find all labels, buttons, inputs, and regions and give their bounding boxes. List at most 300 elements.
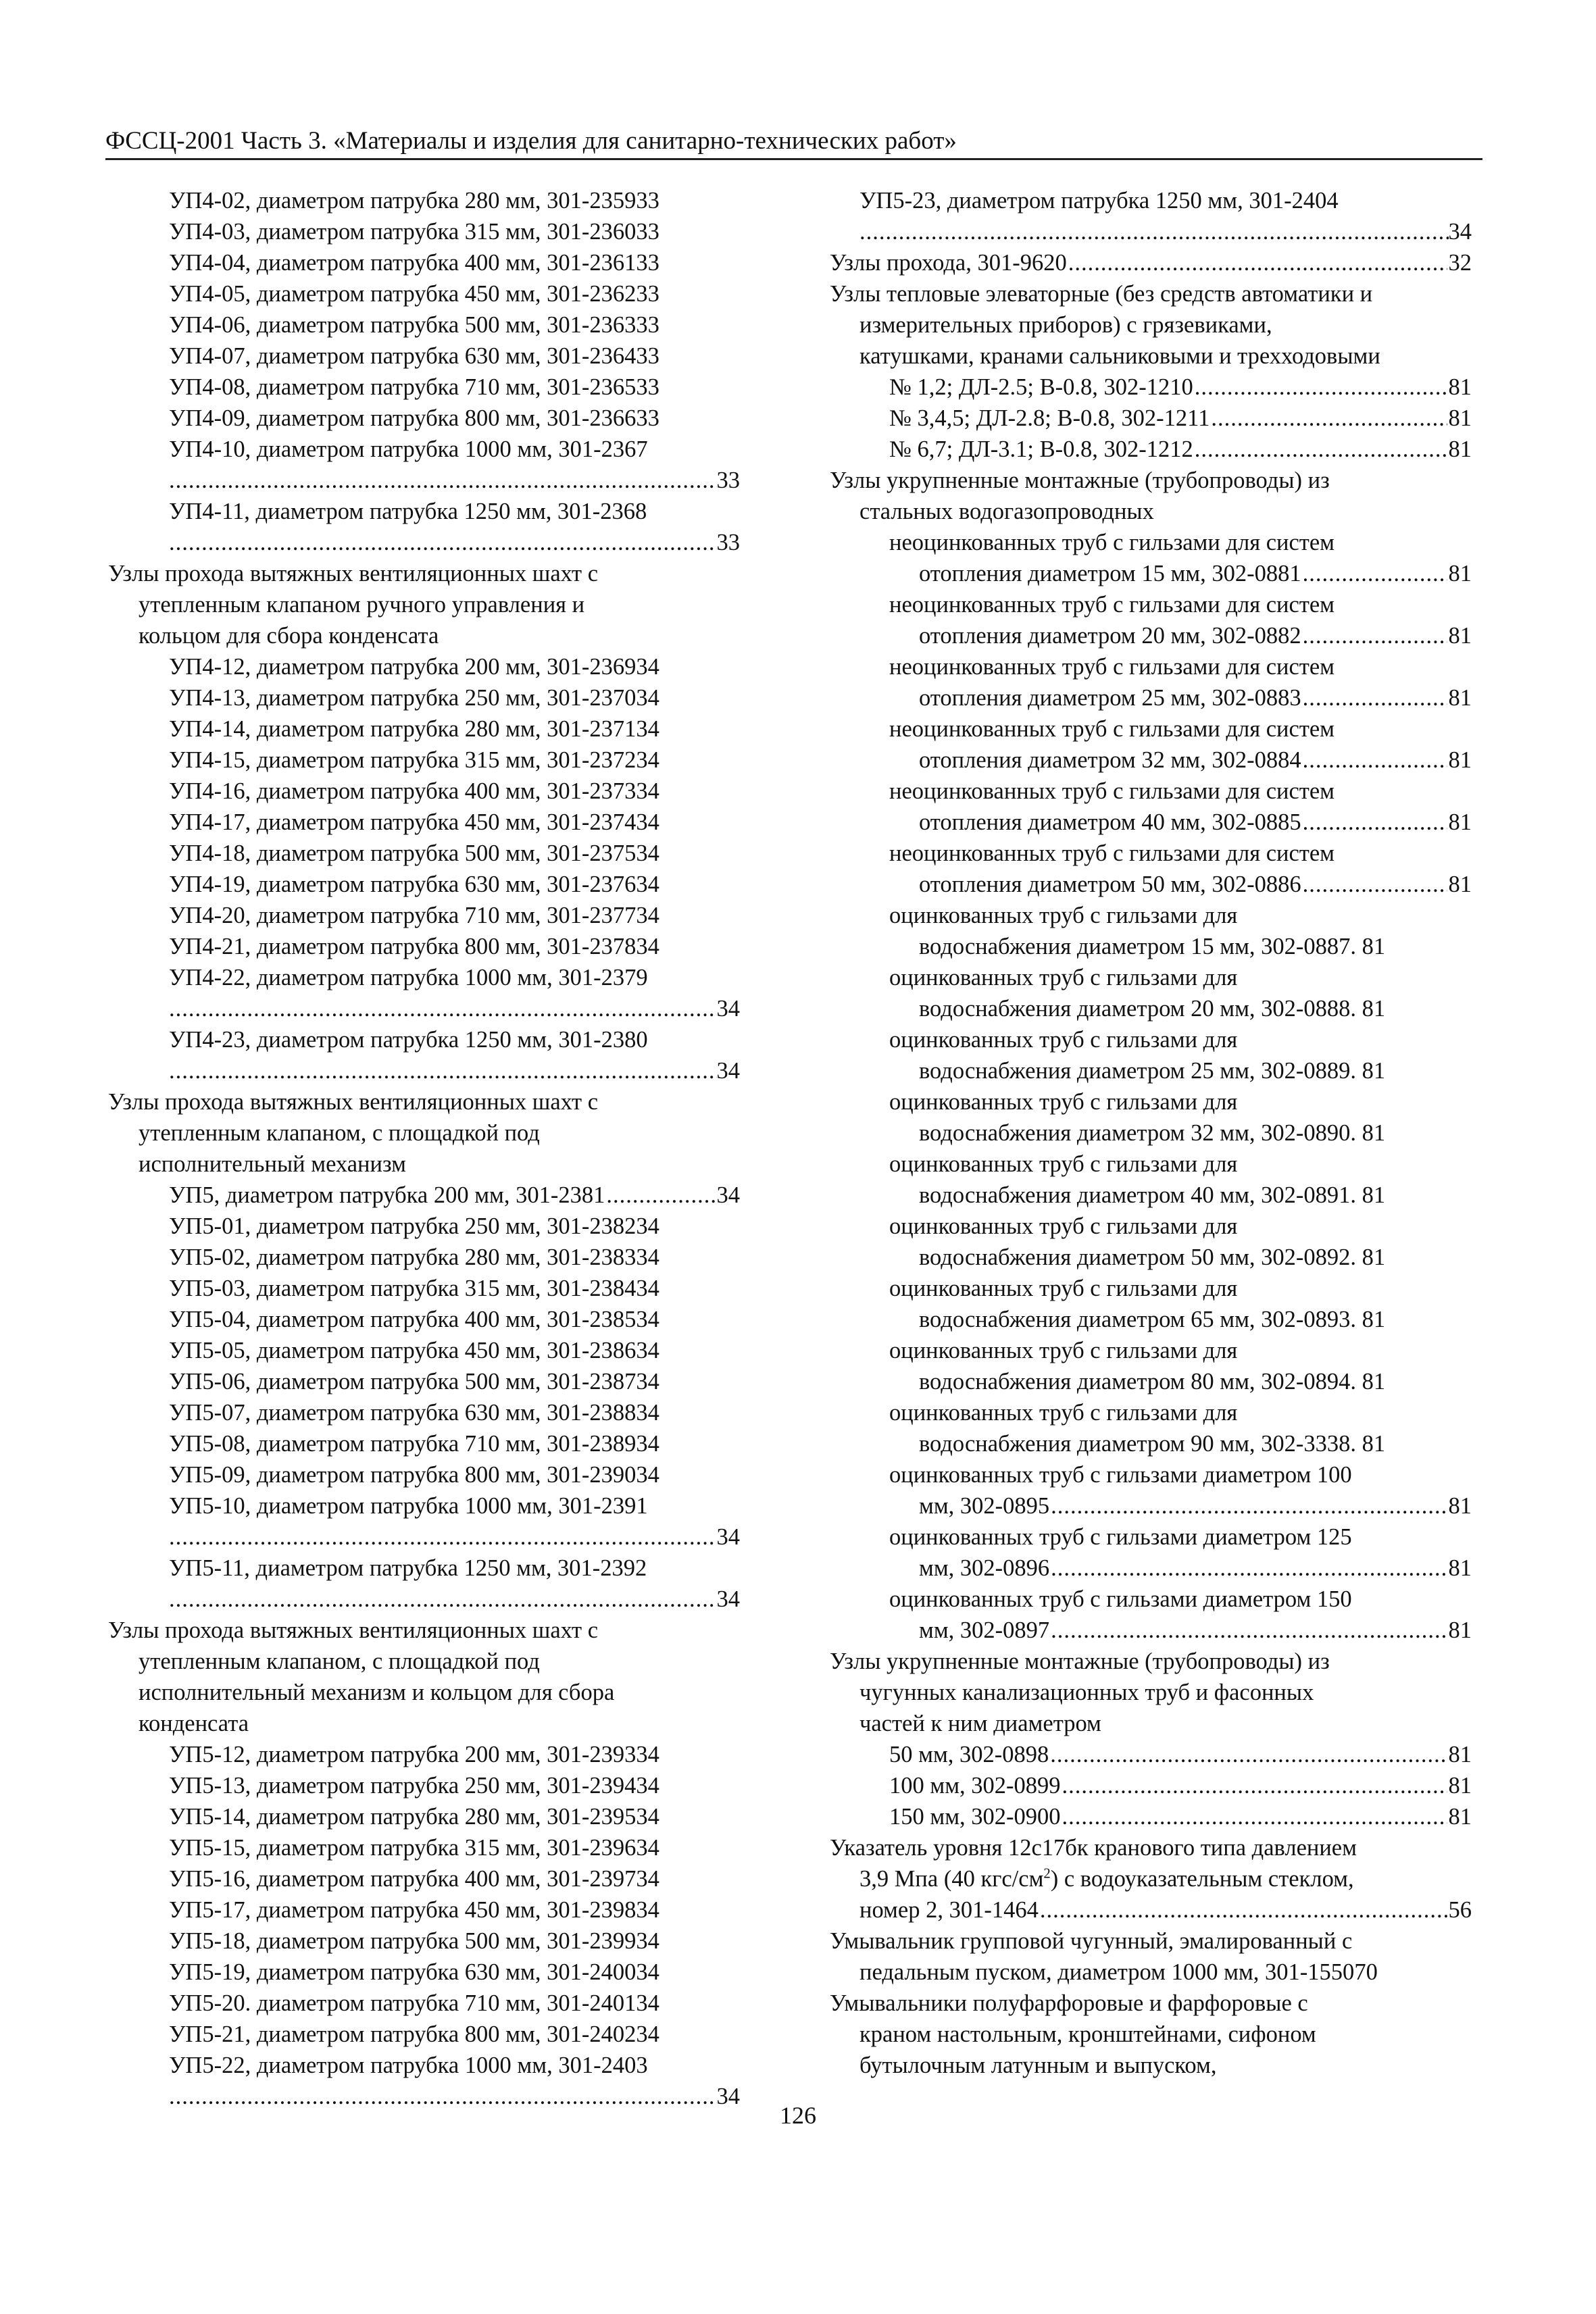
dot-leader [1051,1490,1447,1521]
index-entry [108,900,740,931]
dot-leader [1051,1615,1447,1646]
page-ref: 81 [1362,1307,1386,1332]
page-ref: 81 [1448,872,1472,897]
page-ref: 81 [1448,405,1472,431]
index-entry [108,372,740,403]
index-entry [108,558,740,589]
index-entry [830,558,1472,589]
index-entry [108,1273,740,1304]
page-ref: 34 [636,903,659,928]
dot-leader [169,465,717,496]
index-entry [108,496,740,527]
entry-text: УП5-21, диаметром патрубка 800 мм, 301-2402 [169,2021,637,2047]
entry-text: УП5-23, диаметром патрубка 1250 мм, 301-2404 [859,188,1339,213]
index-entry [108,1024,740,1055]
entry-text: 100 мм, 302-0899 [889,1773,1061,1799]
entry-text: утепленным клапаном, с площадкой под [139,1120,540,1146]
entry-text: УП5-17, диаметром патрубка 450 мм, 301-2398 [169,1897,637,1923]
entry-text: неоцинкованных труб с гильзами для систем [889,592,1335,618]
dot-leader [606,1180,715,1211]
page-ref: 81 [1448,685,1472,711]
entry-text: катушками, кранами сальниковыми и трехходовыми [859,343,1380,369]
index-entry [108,185,740,216]
page-ref: 34 [636,1742,659,1767]
entry-text: водоснабжения диаметром 80 мм, 302-0894. [919,1369,1357,1394]
index-entry [830,1894,1472,1926]
entry-text: УП4-04, диаметром патрубка 400 мм, 301-2361 [169,250,637,276]
entry-text: УП4-11, диаметром патрубка 1250 мм, 301-2368 [169,499,647,524]
entry-text: оцинкованных труб с гильзами для [889,1338,1238,1363]
dot-leader [1062,1770,1447,1801]
entry-text: УП4-12, диаметром патрубка 200 мм, 301-2369 [169,654,637,680]
entry-text: УП5-18, диаметром патрубка 500 мм, 301-2399 [169,1928,637,1954]
entry-text: Узлы прохода вытяжных вентиляционных шахт с [108,561,599,586]
index-entry [108,682,740,713]
entry-text: Указатель уровня 12с17бк кранового типа давлением [830,1835,1357,1861]
index-entry [108,278,740,309]
page-ref: 34 [636,747,659,773]
entry-text: оцинкованных труб с гильзами для [889,1213,1238,1239]
index-entry [108,1211,740,1242]
dot-leader [169,1584,717,1615]
index-entry [108,1957,740,1988]
page-ref: 81 [1448,809,1472,835]
index-entry [108,1553,740,1584]
entry-text: УП5-20. диаметром патрубка 710 мм, 301-2401 [169,1990,637,2016]
page-ref: 33 [636,250,659,276]
index-entry [830,1708,1472,1739]
dot-leader [169,1055,717,1086]
entry-text: отопления диаметром 25 мм, 302-0883 [919,685,1301,711]
entry-text: УП4-22, диаметром патрубка 1000 мм, 301-2379 [169,965,648,990]
index-entry [108,993,740,1024]
entry-text: УП5-22, диаметром патрубка 1000 мм, 301-2403 [169,2053,648,2078]
page-ref: 81 [1448,1617,1472,1643]
index-entry [830,1117,1472,1149]
page-ref: 81 [1362,934,1386,959]
page-ref: 34 [636,1369,659,1394]
index-entry [830,403,1472,434]
index-entry [108,1926,740,1957]
entry-text: оцинкованных труб с гильзами для [889,965,1238,990]
index-entry [108,403,740,434]
entry-text: УП5-05, диаметром патрубка 450 мм, 301-2386 [169,1338,637,1363]
page-ref: 34 [636,1244,659,1270]
entry-text: педальным пуском, диаметром 1000 мм, 301-1550 [859,1959,1355,1985]
page-ref: 33 [636,188,659,213]
index-entry [108,713,740,745]
entry-text: 50 мм, 302-0898 [889,1742,1049,1767]
page-ref: 34 [636,1462,659,1488]
entry-text: мм, 302-0897 [919,1617,1050,1643]
dot-leader [1051,1553,1447,1584]
dot-leader [1303,558,1447,589]
entry-text: УП4-10, диаметром патрубка 1000 мм, 301-2367 [169,436,648,462]
page-ref: 34 [636,1213,659,1239]
page-number: 126 [780,2102,816,2129]
index-entry [108,1521,740,1553]
dot-leader [1062,1801,1447,1832]
entry-text: УП4-16, диаметром патрубка 400 мм, 301-2373 [169,778,637,804]
index-entry [108,869,740,900]
entry-text: Узлы тепловые элеваторные (без средств автоматики и [830,281,1373,307]
entry-text: кольцом для сбора конденсата [139,623,439,649]
page-ref: 33 [636,219,659,245]
page-ref: 34 [636,685,659,711]
index-entry [108,838,740,869]
index-entry [830,1397,1472,1428]
entry-text: УП5-06, диаметром патрубка 500 мм, 301-2387 [169,1369,637,1394]
index-entry [830,745,1472,776]
index-entry [830,1646,1472,1677]
page-ref: 33 [636,343,659,369]
entry-text: водоснабжения диаметром 65 мм, 302-0893. [919,1307,1357,1332]
entry-text: бутылочным латунным и выпуском, [859,2053,1217,2078]
entry-text: отопления диаметром 15 мм, 302-0881 [919,561,1301,586]
page-ref: 34 [636,1400,659,1426]
page-ref: 34 [636,1431,659,1457]
entry-text: Узлы укрупненные монтажные (трубопроводы) из [830,468,1330,493]
entry-text: УП5-03, диаметром патрубка 315 мм, 301-2384 [169,1276,637,1301]
index-entry [830,1926,1472,1957]
entry-text: частей к ним диаметром [859,1711,1101,1736]
page-ref: 81 [1362,1431,1386,1457]
index-entry [830,1366,1472,1397]
page-ref: 81 [1362,1244,1386,1270]
index-entry [830,1801,1472,1832]
index-entry [830,869,1472,900]
entry-text: УП5-11, диаметром патрубка 1250 мм, 301-2392 [169,1555,647,1581]
index-entry [108,1180,740,1211]
page-ref: 34 [636,1959,659,1985]
page-ref: 81 [1362,1182,1386,1208]
entry-text: оцинкованных труб с гильзами для [889,1027,1238,1053]
entry-text: водоснабжения диаметром 15 мм, 302-0887. [919,934,1357,959]
index-entry [108,1832,740,1863]
entry-text: отопления диаметром 32 мм, 302-0884 [919,747,1301,773]
page-ref: 81 [1362,1058,1386,1084]
index-entry [108,1615,740,1646]
index-entry [108,309,740,341]
index-entry [830,1273,1472,1304]
index-entry [108,465,740,496]
dot-leader [169,1521,717,1553]
index-entry [830,278,1472,309]
index-entry [830,931,1472,962]
index-entry [830,713,1472,745]
index-entry [108,620,740,651]
entry-text: неоцинкованных труб с гильзами для систем [889,778,1335,804]
page-ref: 81 [1448,1804,1472,1830]
dot-leader [1040,1894,1447,1926]
entry-text: Узлы прохода, 301-9620 [830,250,1067,276]
index-entry [108,247,740,278]
page-ref: 34 [636,716,659,742]
entry-text: УП4-21, диаметром патрубка 800 мм, 301-2378 [169,934,637,959]
dot-leader [1303,869,1447,900]
entry-text: УП5-07, диаметром патрубка 630 мм, 301-2388 [169,1400,637,1426]
index-entry [830,1086,1472,1117]
dot-leader [1195,434,1447,465]
dot-leader [1303,620,1447,651]
entry-text: УП4-08, диаметром патрубка 710 мм, 301-2365 [169,374,637,400]
entry-text: Умывальник групповой чугунный, эмалированный с [830,1928,1353,1954]
index-entry [108,216,740,247]
entry-text: УП5-12, диаметром патрубка 200 мм, 301-2393 [169,1742,637,1767]
entry-text: № 3,4,5; ДЛ-2.8; В-0.8, 302-1211 [889,405,1210,431]
index-entry [830,465,1472,496]
entry-text: водоснабжения диаметром 90 мм, 302-3338. [919,1431,1357,1457]
entry-text: № 6,7; ДЛ-3.1; В-0.8, 302-1212 [889,436,1193,462]
page-ref: 34 [636,778,659,804]
entry-text: неоцинкованных труб с гильзами для систем [889,840,1335,866]
page-ref: 81 [1448,561,1472,586]
entry-text: УП5-02, диаметром патрубка 280 мм, 301-2383 [169,1244,637,1270]
entry-text: УП4-17, диаметром патрубка 450 мм, 301-2374 [169,809,637,835]
page-ref: 81 [1448,1773,1472,1799]
page-ref: 33 [636,405,659,431]
entry-text: водоснабжения диаметром 32 мм, 302-0890. [919,1120,1357,1146]
page-ref: 34 [636,1804,659,1830]
page-ref: 81 [1448,1555,1472,1581]
index-entry [108,1117,740,1149]
page-ref: 34 [636,1835,659,1861]
entry-text: УП4-07, диаметром патрубка 630 мм, 301-2364 [169,343,637,369]
index-entry [830,651,1472,682]
page-ref: 56 [1448,1897,1472,1923]
entry-text: УП5-10, диаметром патрубка 1000 мм, 301-2391 [169,1493,648,1519]
index-entry [830,838,1472,869]
index-entry [830,496,1472,527]
index-entry [108,1459,740,1490]
page-ref: 34 [716,1182,740,1208]
page-ref: 81 [1448,1493,1472,1519]
entry-text: УП5-13, диаметром патрубка 250 мм, 301-2394 [169,1773,637,1799]
index-entry [108,1739,740,1770]
entry-text: Умывальники полуфарфоровые и фарфоровые с [830,1990,1308,2016]
index-entry [830,900,1472,931]
index-entry [830,1677,1472,1708]
index-entry [108,1646,740,1677]
page-ref: 34 [636,1338,659,1363]
index-entry [108,341,740,372]
page-ref: 34 [716,1586,740,1612]
index-entry [108,1801,740,1832]
index-entry [108,651,740,682]
page-header: ФССЦ-2001 Часть 3. «Материалы и изделия для санитарно-технических работ» [105,126,1482,160]
entry-text: оцинкованных труб с гильзами диаметром 150 [889,1586,1352,1612]
entry-text: УП4-13, диаметром патрубка 250 мм, 301-2370 [169,685,637,711]
superscript: 2 [1043,1866,1051,1882]
entry-text: неоцинкованных труб с гильзами для систем [889,530,1335,555]
dot-leader [859,216,1449,247]
index-entry [108,1584,740,1615]
page-ref: 81 [1448,747,1472,773]
index-entry [830,1024,1472,1055]
index-entry [108,1863,740,1894]
page-ref: 34 [716,2084,740,2109]
entry-text: УП5-16, диаметром патрубка 400 мм, 301-2397 [169,1866,637,1892]
entry-text: водоснабжения диаметром 50 мм, 302-0892. [919,1244,1357,1270]
page-ref: 34 [636,1773,659,1799]
entry-text: УП5-15, диаметром патрубка 315 мм, 301-2396 [169,1835,637,1861]
index-entry [108,1770,740,1801]
index-entry [108,1677,740,1708]
index-entry [108,1366,740,1397]
entry-text: УП5-01, диаметром патрубка 250 мм, 301-2382 [169,1213,637,1239]
index-entry [830,1615,1472,1646]
index-entry [108,1894,740,1926]
page-ref: 34 [636,840,659,866]
index-entry [108,962,740,993]
page-ref: 81 [1362,996,1386,1022]
entry-text: стальных водогазопроводных [859,499,1154,524]
index-entry [830,341,1472,372]
dot-leader [1195,372,1447,403]
entry-text: неоцинкованных труб с гильзами для систем [889,716,1335,742]
page-ref: 34 [1448,219,1472,245]
page-ref: 34 [636,1990,659,2016]
index-entry [108,745,740,776]
page-ref: 33 [716,530,740,555]
dot-leader [1303,807,1447,838]
page-ref: 33 [636,374,659,400]
index-entry [830,962,1472,993]
entry-text: чугунных канализационных труб и фасонных [859,1680,1314,1705]
page-ref: 81 [1448,1742,1472,1767]
page-ref: 34 [636,2021,659,2047]
entry-text: оцинкованных труб с гильзами для [889,1276,1238,1301]
page-ref: 34 [636,872,659,897]
index-entry [108,589,740,620]
page-ref: 81 [1448,623,1472,649]
index-entry [108,1055,740,1086]
index-entry [830,185,1472,216]
index-entry [108,1149,740,1180]
entry-text: оцинкованных труб с гильзами для [889,903,1238,928]
index-entry [830,216,1472,247]
dot-leader [1211,403,1447,434]
entry-text: УП4-23, диаметром патрубка 1250 мм, 301-2380 [169,1027,648,1053]
index-entry [830,309,1472,341]
entry-text: неоцинкованных труб с гильзами для систем [889,654,1335,680]
entry-text: УП4-18, диаметром патрубка 500 мм, 301-2375 [169,840,637,866]
index-entry [830,1988,1472,2019]
index-entry [830,1957,1472,1988]
entry-text: УП4-05, диаметром патрубка 450 мм, 301-2362 [169,281,637,307]
entry-text: УП4-20, диаметром патрубка 710 мм, 301-2377 [169,903,637,928]
dot-leader [1303,745,1447,776]
index-entry [830,1490,1472,1521]
entry-text: оцинкованных труб с гильзами для [889,1400,1238,1426]
index-entry [108,1242,740,1273]
dot-leader [1303,682,1447,713]
index-entry [108,1397,740,1428]
entry-text: УП4-09, диаметром патрубка 800 мм, 301-2366 [169,405,637,431]
index-entry [108,1304,740,1335]
entry-text: мм, 302-0895 [919,1493,1050,1519]
index-entry [108,434,740,465]
entry-text: утепленным клапаном ручного управления и [139,592,585,618]
index-entry [830,682,1472,713]
entry-text: мм, 302-0896 [919,1555,1050,1581]
index-column-left [108,185,740,2112]
entry-text: Узлы прохода вытяжных вентиляционных шахт с [108,1089,599,1115]
index-entry [108,776,740,807]
dot-leader [1050,1739,1447,1770]
index-entry [830,1739,1472,1770]
entry-text: конденсата [139,1711,249,1736]
index-entry [108,807,740,838]
page-ref: 70 [1354,1959,1378,1985]
entry-text: утепленным клапаном, с площадкой под [139,1649,540,1674]
index-entry [830,1211,1472,1242]
page-ref: 34 [636,1897,659,1923]
entry-text: УП4-19, диаметром патрубка 630 мм, 301-2376 [169,872,637,897]
index-entry [108,1708,740,1739]
index-entry [830,527,1472,558]
entry-text: водоснабжения диаметром 25 мм, 302-0889. [919,1058,1357,1084]
entry-text: отопления диаметром 20 мм, 302-0882 [919,623,1301,649]
entry-text: УП4-15, диаметром патрубка 315 мм, 301-2372 [169,747,637,773]
entry-text: УП5-09, диаметром патрубка 800 мм, 301-2390 [169,1462,637,1488]
entry-text: отопления диаметром 50 мм, 302-0886 [919,872,1301,897]
dot-leader [1068,247,1447,278]
index-entry [830,1770,1472,1801]
index-entry [830,1459,1472,1490]
entry-text: оцинкованных труб с гильзами для [889,1089,1238,1115]
entry-text: № 1,2; ДЛ-2.5; В-0.8, 302-1210 [889,374,1193,400]
index-entry [830,807,1472,838]
page-ref: 33 [636,281,659,307]
index-entry [830,1149,1472,1180]
index-entry [830,1335,1472,1366]
entry-text: краном настольным, кронштейнами, сифоном [859,2021,1316,2047]
entry-text: оцинкованных труб с гильзами диаметром 100 [889,1462,1352,1488]
index-entry [830,1428,1472,1459]
index-entry [830,1055,1472,1086]
page-ref: 33 [636,312,659,338]
dot-leader [169,527,717,558]
page-ref: 81 [1362,1120,1386,1146]
index-entry [108,931,740,962]
page-ref: 81 [1448,436,1472,462]
entry-text: 3,9 Мпа (40 кгс/см [859,1866,1044,1892]
entry-text: исполнительный механизм [139,1151,406,1177]
index-entry [830,1521,1472,1553]
index-entry [830,1553,1472,1584]
index-entry [830,589,1472,620]
dot-leader [169,993,717,1024]
entry-text: УП4-06, диаметром патрубка 500 мм, 301-2363 [169,312,637,338]
entry-text: водоснабжения диаметром 20 мм, 302-0888. [919,996,1357,1022]
index-entry [108,1086,740,1117]
page-ref: 34 [636,1276,659,1301]
page-ref: 34 [636,654,659,680]
index-entry [108,1428,740,1459]
index-entry [830,1863,1472,1894]
entry-text: водоснабжения диаметром 40 мм, 302-0891. [919,1182,1357,1208]
index-entry [830,776,1472,807]
index-entry [108,2019,740,2050]
page-ref: 81 [1448,374,1472,400]
index-entry [830,993,1472,1024]
entry-text: Узлы укрупненные монтажные (трубопроводы) из [830,1649,1330,1674]
page-ref: 34 [636,1307,659,1332]
entry-text: Узлы прохода вытяжных вентиляционных шахт с [108,1617,599,1643]
page-ref: 34 [716,1058,740,1084]
index-entry [830,247,1472,278]
